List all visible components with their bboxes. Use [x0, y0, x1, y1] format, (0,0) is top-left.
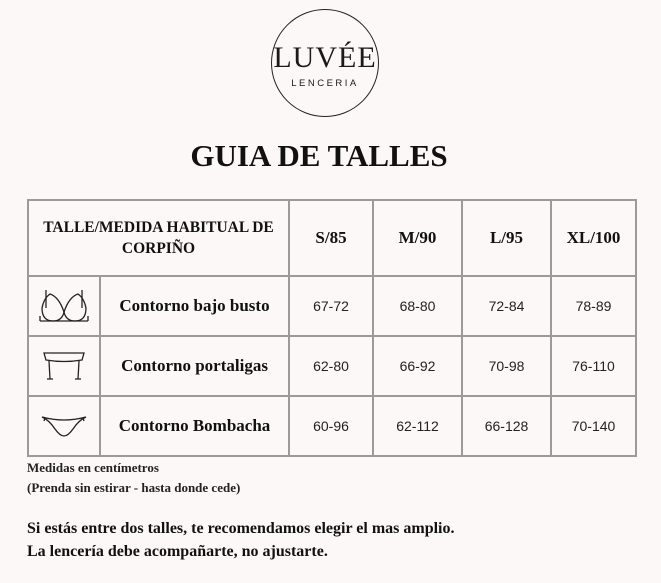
size-header: XL/100: [551, 200, 636, 276]
garter-belt-icon: [28, 336, 100, 396]
brand-name: LUVÉE: [273, 41, 377, 74]
size-recommendation: [27, 517, 455, 563]
size-value: 68-80: [373, 276, 462, 336]
size-value: 72-84: [462, 276, 551, 336]
size-value: 66-128: [462, 396, 551, 456]
table-row: [28, 336, 636, 396]
tip-line-2: La lencería debe acompañarte, no ajustarte.: [27, 543, 328, 560]
header-label: TALLE/MEDIDA HABITUAL DE CORPIÑO: [28, 200, 289, 276]
row-label: Contorno bajo busto: [100, 276, 289, 336]
size-value: 70-140: [551, 396, 636, 456]
size-value: 66-92: [373, 336, 462, 396]
tip-line-1: Si estás entre dos talles, te recomendamos elegir el mas amplio.: [27, 520, 455, 537]
size-header: M/90: [373, 200, 462, 276]
size-value: 76-110: [551, 336, 636, 396]
size-header: S/85: [289, 200, 373, 276]
bra-icon: [28, 276, 100, 336]
size-value: 78-89: [551, 276, 636, 336]
row-label: Contorno portaligas: [100, 336, 289, 396]
brand-subtitle: LENCERIA: [291, 78, 359, 89]
size-value: 62-80: [289, 336, 373, 396]
size-chart-table: [27, 199, 637, 457]
table-row: [28, 276, 636, 336]
table-header-row: [28, 200, 636, 276]
size-value: 60-96: [289, 396, 373, 456]
size-value: 62-112: [373, 396, 462, 456]
size-value: 67-72: [289, 276, 373, 336]
row-label: Contorno Bombacha: [100, 396, 289, 456]
size-value: 70-98: [462, 336, 551, 396]
measurement-notes: [27, 458, 240, 498]
table-row: [28, 396, 636, 456]
brand-logo: [271, 9, 379, 117]
notes-line-units: Medidas en centímetros: [27, 460, 159, 475]
size-header: L/95: [462, 200, 551, 276]
page-title: GUIA DE TALLES: [190, 138, 448, 173]
panty-icon: [28, 396, 100, 456]
notes-line-instructions: (Prenda sin estirar - hasta donde cede): [27, 480, 241, 495]
